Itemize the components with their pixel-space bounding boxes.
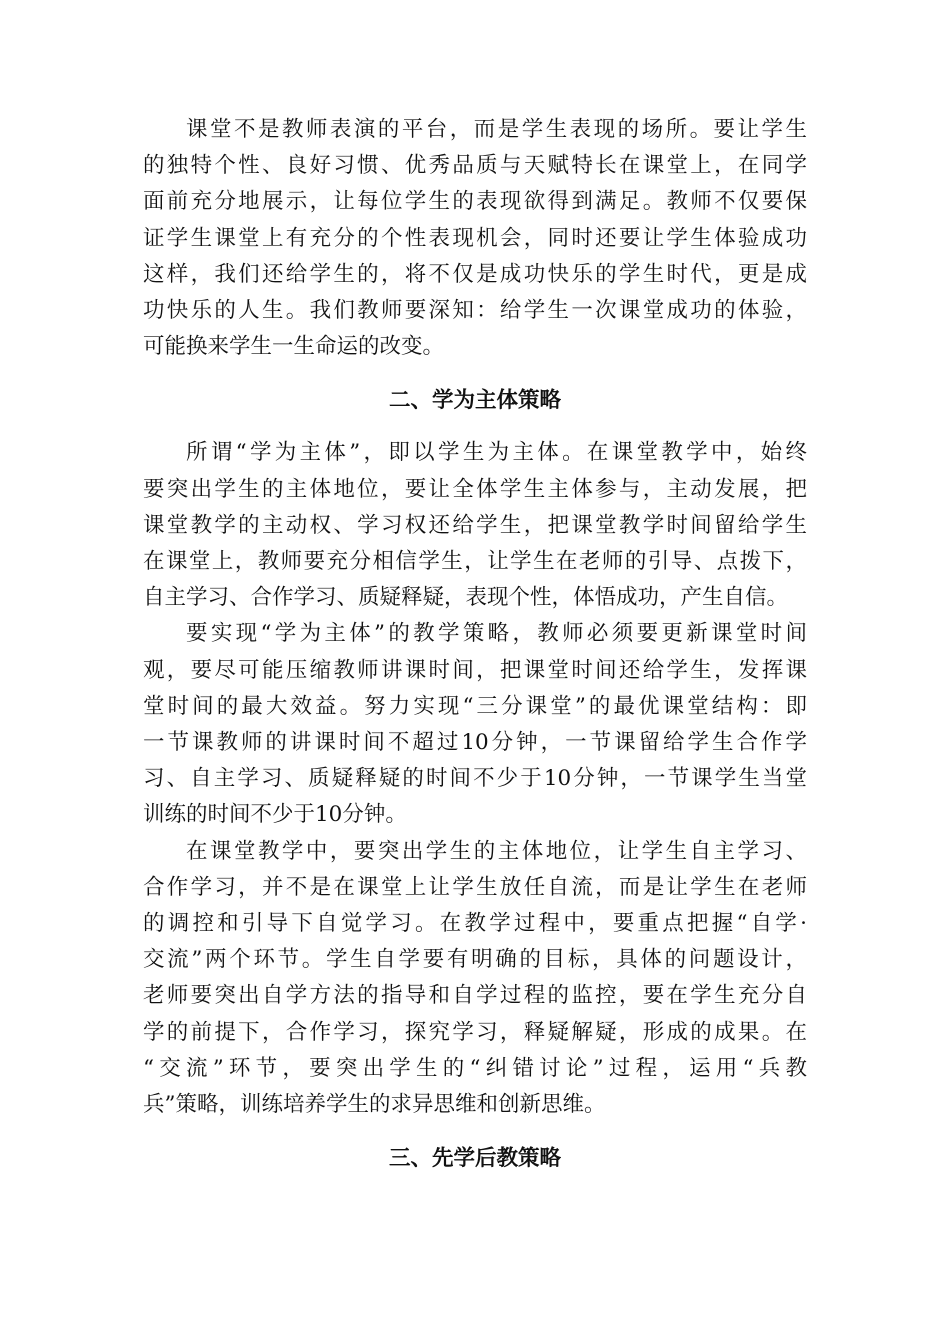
text-line: 观，要尽可能压缩教师讲课时间，把课堂时间还给学生，发挥课: [143, 657, 807, 683]
section-heading-3: 三、先学后教策略: [388, 1146, 561, 1172]
text-line: 在课堂上，教师要充分相信学生，让学生在老师的引导、点拨下，: [143, 549, 807, 575]
text-line: 所谓“学为主体”，即以学生为主体。在课堂教学中，始终: [186, 440, 807, 466]
text-line: 课堂不是教师表演的平台，而是学生表现的场所。要让学生: [186, 117, 807, 142]
text-line: 兵”策略，训练培养学生的求异思维和创新思维。: [143, 1092, 606, 1118]
text-line: 功快乐的人生。我们教师要深知：给学生一次课堂成功的体验，: [143, 298, 807, 324]
text-line: 要实现“学为主体”的教学策略，教师必须要更新课堂时间: [186, 621, 807, 647]
text-line: 合作学习，并不是在课堂上让学生放任自流，而是让学生在老师: [143, 874, 807, 900]
text-line: 要突出学生的主体地位，要让全体学生主体参与，主动发展，把: [143, 476, 807, 502]
paragraph-time-strategy: [143, 616, 807, 833]
text-line: 学的前提下，合作学习，探究学习，释疑解疑，形成的成果。在: [143, 1019, 807, 1045]
text-line: 面前充分地展示，让每位学生的表现欲得到满足。教师不仅要保: [143, 189, 807, 215]
text-line: 一节课教师的讲课时间不超过10分钟，一节课留给学生合作学: [143, 730, 807, 756]
text-line: 老师要突出自学方法的指导和自学过程的监控，要在学生充分自: [143, 983, 807, 1009]
document-body: [143, 112, 807, 1177]
text-line: 交流”两个环节。学生自学要有明确的目标，具体的问题设计，: [143, 947, 807, 973]
text-line: 的调控和引导下自觉学习。在教学过程中，要重点把握“自学·: [143, 911, 807, 937]
paragraph-student-subject: [143, 435, 807, 616]
text-line: 在课堂教学中，要突出学生的主体地位，让学生自主学习、: [186, 838, 807, 864]
text-line: 的独特个性、良好习惯、优秀品质与天赋特长在课堂上，在同学: [143, 153, 807, 179]
text-line: 证学生课堂上有充分的个性表现机会，同时还要让学生体验成功: [143, 225, 807, 251]
paragraph-self-study-exchange: [143, 834, 807, 1124]
section-heading-2: 二、学为主体策略: [388, 388, 561, 414]
text-line: 这样，我们还给学生的，将不仅是成功快乐的学生时代，更是成: [143, 261, 807, 287]
text-line: 堂时间的最大效益。努力实现“三分课堂”的最优课堂结构：即: [143, 693, 807, 719]
text-line: 自主学习、合作学习、质疑释疑，表现个性，体悟成功，产生自信。: [143, 585, 789, 611]
paragraph-classroom-stage: [143, 112, 807, 365]
text-line: 可能换来学生一生命运的改变。: [143, 334, 445, 360]
text-line: 训练的时间不少于10分钟。: [143, 802, 407, 828]
text-line: 课堂教学的主动权、学习权还给学生，把课堂教学时间留给学生: [143, 512, 807, 538]
text-line: 习、自主学习、质疑释疑的时间不少于10分钟，一节课学生当堂: [143, 766, 807, 792]
text-line: “交流”环节，要突出学生的“纠错讨论”过程，运用“兵教: [143, 1055, 807, 1081]
